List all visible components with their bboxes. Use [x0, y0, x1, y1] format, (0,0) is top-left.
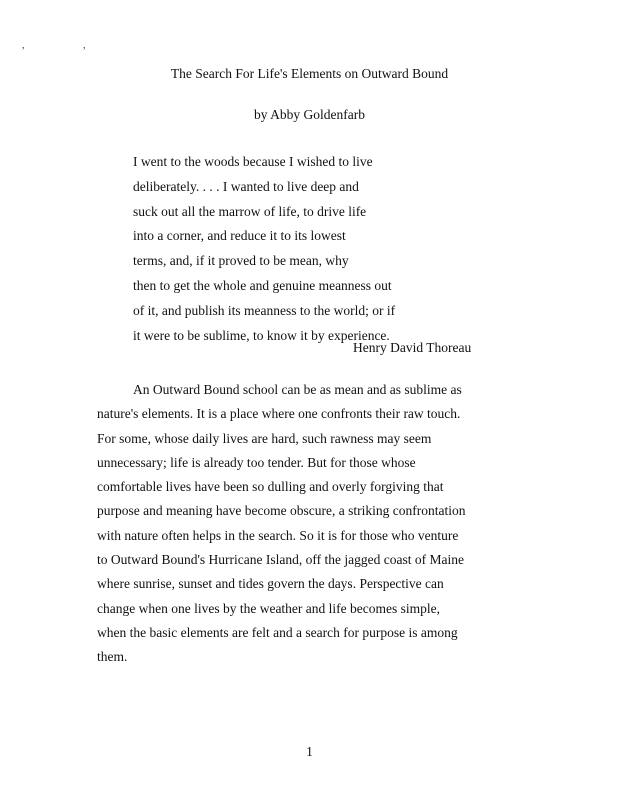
paragraph-line: nature's elements. It is a place where one confronts their raw touch.	[97, 406, 461, 422]
paragraph-line: An Outward Bound school can be as mean and as sublime as	[133, 382, 462, 397]
epigraph-line: of it, and publish its meanness to the world; or if	[133, 302, 396, 318]
paragraph-line: purpose and meaning have become obscure, a striking confrontation	[97, 503, 466, 519]
author-byline: by Abby Goldenfarb	[254, 107, 365, 122]
paragraph-line: to Outward Bound's Hurricane Island, off the jagged coast of Maine	[97, 552, 464, 568]
epigraph-line: deliberately. . . . I wanted to live deep and	[133, 178, 359, 194]
epigraph-line: it were to be sublime, to know it by experience.	[133, 327, 390, 343]
paragraph-line: unnecessary; life is already too tender. But for those whose	[97, 454, 416, 470]
paragraph-line: them.	[97, 649, 128, 665]
paragraph-line: For some, whose daily lives are hard, such rawness may seem	[97, 430, 432, 446]
paragraph-line: change when one lives by the weather and life becomes simple,	[97, 600, 441, 616]
paragraph-line: comfortable lives have been so dulling and overly forgiving that	[97, 479, 444, 495]
epigraph-quote	[133, 150, 533, 355]
epigraph-line: into a corner, and reduce it to its lowest	[133, 228, 346, 244]
epigraph-line: suck out all the marrow of life, to drive life	[133, 203, 367, 219]
body-paragraph	[97, 378, 537, 670]
document-title: The Search For Life's Elements on Outward Bound	[170, 66, 449, 81]
paragraph-line: when the basic elements are felt and a search for purpose is among	[97, 624, 458, 640]
epigraph-line: terms, and, if it proved to be mean, why	[133, 253, 349, 269]
epigraph-line: then to get the whole and genuine meanness out	[133, 277, 392, 293]
epigraph-author: Henry David Thoreau	[353, 340, 472, 355]
paragraph-line: where sunrise, sunset and tides govern the days. Perspective can	[97, 576, 444, 592]
paragraph-line: with nature often helps in the search. So it is for those who venture	[97, 527, 459, 543]
epigraph-line: I went to the woods because I wished to live	[133, 154, 373, 169]
corner-marks: , ,	[22, 40, 114, 51]
page-number: 1	[306, 744, 313, 759]
